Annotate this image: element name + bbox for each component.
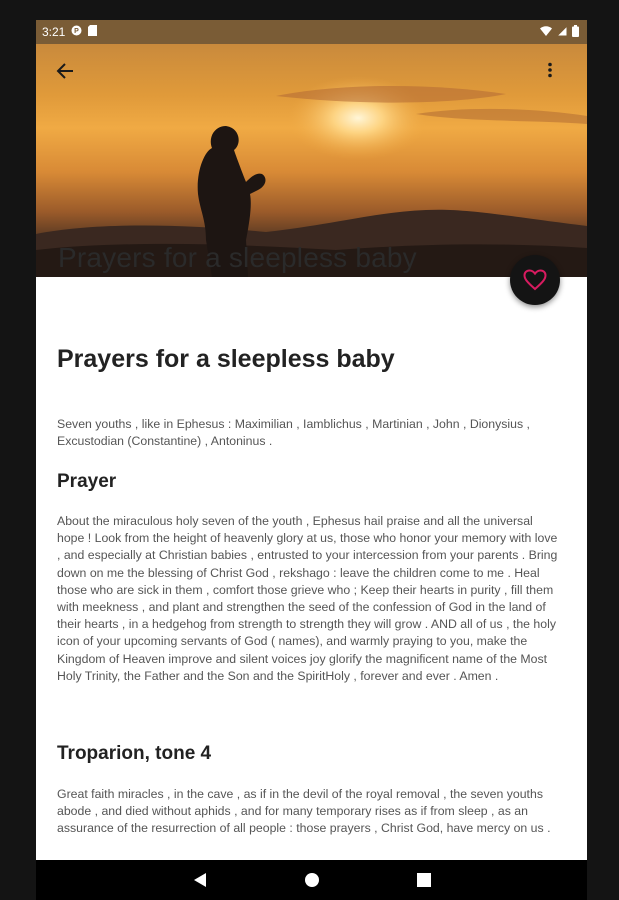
app-screen [36,20,587,900]
nav-recents-button[interactable] [414,870,434,890]
sd-card-icon [88,25,97,39]
more-vert-icon [547,62,553,78]
nav-back-button[interactable] [190,870,210,890]
wifi-icon [540,25,552,39]
overflow-menu-button[interactable] [547,62,571,86]
nav-back-icon [193,872,207,888]
header-image [36,44,587,277]
nav-home-button[interactable] [302,870,322,890]
status-bar [36,20,587,44]
arrow-back-icon [56,62,74,80]
nav-home-icon [304,872,320,888]
app-notification-icon [71,25,82,39]
collapsing-toolbar-title: Prayers for a sleepless baby [58,242,417,273]
back-button[interactable] [56,62,80,86]
battery-icon [572,25,579,40]
signal-icon [557,25,567,39]
article-intro: Seven youths , like in Ephesus : Maximilian , Iamblichus , Martinian , John , Dionysius , Excustodian (Constantine) , Antoninus . [57,417,530,449]
section-heading-prayer: Prayer [57,471,117,492]
article-content [36,277,587,860]
status-time: 3:21 [42,25,66,39]
heart-outline-icon [523,269,547,291]
section-body-prayer: About the miraculous holy seven of the youth , Ephesus hail praise and all the universal hope ! Look from the height of heavenly glory at us, those who honor your memory with love , and especially at Christian babies , entrusted to your intercession from your parents . Bring down on me the blessing of Christ God , rekshago : leave the children come to me . Heal those who are sick in them , comfort those grieve who ; Keep their hearts in purity , fill them with meekness , and plant and strengthen the seed of the confession of God in the land of their hearts , in a hedgehog from strength to strength they will grow . AND all of us , the holy icon of your upcoming servants of God ( names), and warmly praying to you, make the Kingdom of Heaven improve and silent voices joy glorify the magnificent name of the Most Holy Trinity, the Father and the Son and the SpiritHoly , forever and ever . Amen . [57,514,558,683]
section-body-troparion: Great faith miracles , in the cave , as if in the devil of the royal removal , the seven youths abode , and died without aphids , and for many temporary rises as if from sleep , as an assurance of the resurrection of all people : those prayers , Christ God, have mercy on us . [57,787,551,836]
section-heading-troparion: Troparion, tone 4 [57,743,212,764]
svg-text:P: P [74,28,80,36]
article-title: Prayers for a sleepless baby [57,345,395,373]
nav-recents-icon [417,873,431,887]
favorite-button[interactable] [510,255,560,305]
system-nav-bar [36,860,587,900]
